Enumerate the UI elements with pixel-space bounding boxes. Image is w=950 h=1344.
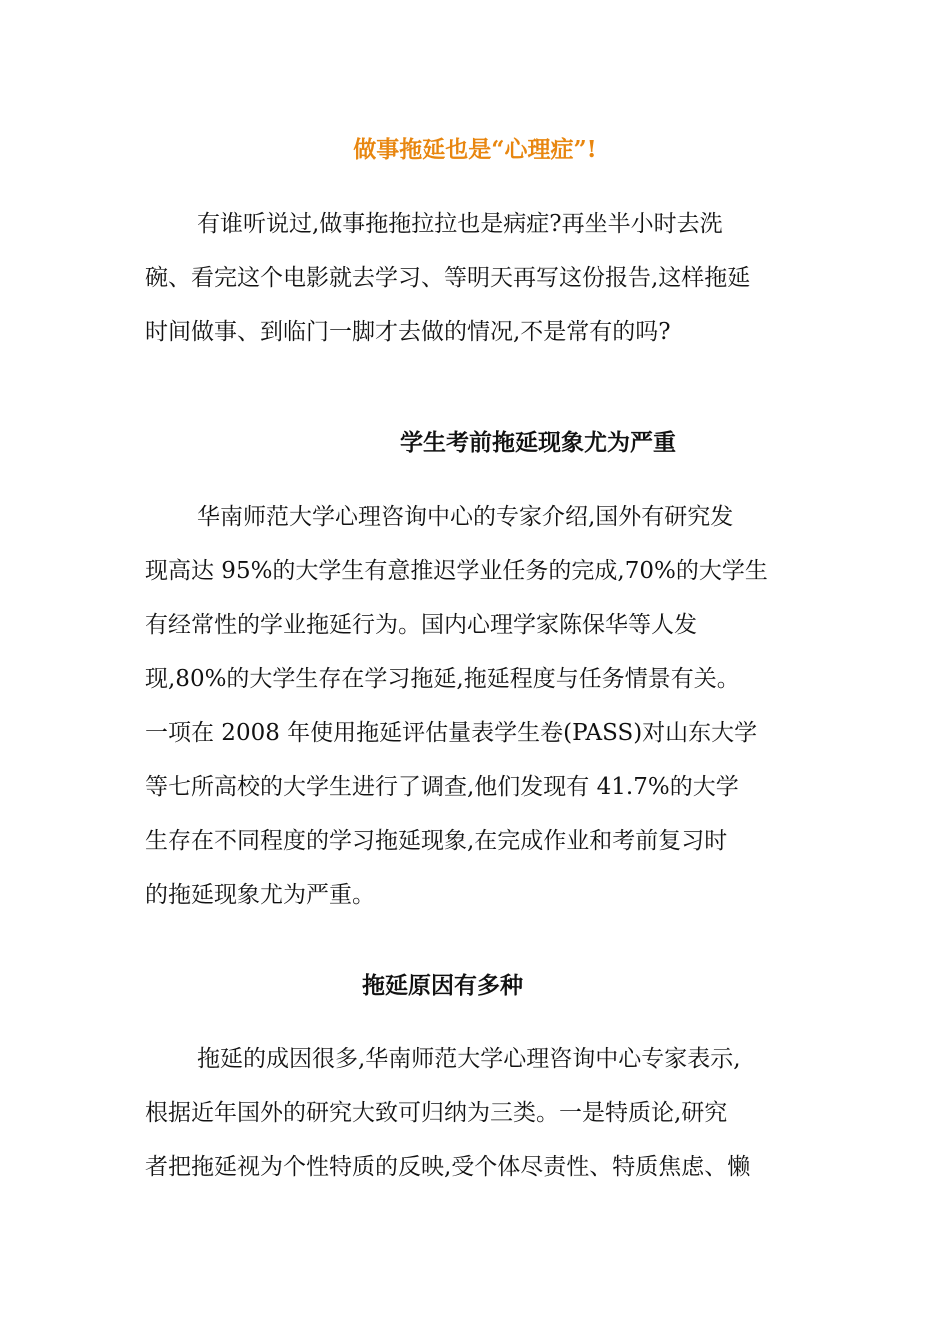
paragraph-line: 有经常性的学业拖延行为。国内心理学家陈保华等人发 [145, 612, 697, 638]
paragraph-line: 根据近年国外的研究大致可归纳为三类。一是特质论,研究 [145, 1100, 728, 1126]
paragraph-line: 等七所高校的大学生进行了调查,他们发现有 41.7%的大学 [145, 774, 739, 800]
section-heading-causes: 拖延原因有多种 [362, 972, 523, 999]
paragraph-line: 拖延的成因很多,华南师范大学心理咨询中心专家表示, [197, 1046, 741, 1072]
paragraph-line: 的拖延现象尤为严重。 [145, 882, 375, 908]
section1-paragraph [145, 490, 807, 922]
paragraph-line: 现,80%的大学生存在学习拖延,拖延程度与任务情景有关。 [145, 666, 740, 692]
paragraph-line: 者把拖延视为个性特质的反映,受个体尽责性、特质焦虑、懒 [145, 1154, 751, 1180]
article-title: 做事拖延也是“心理症”! [353, 136, 597, 163]
paragraph-line: 有谁听说过,做事拖拖拉拉也是病症?再坐半小时去洗 [197, 211, 723, 237]
paragraph-line: 时间做事、到临门一脚才去做的情况,不是常有的吗? [145, 319, 671, 345]
paragraph-line: 碗、看完这个电影就去学习、等明天再写这份报告,这样拖延 [145, 265, 751, 291]
paragraph-line: 生存在不同程度的学习拖延现象,在完成作业和考前复习时 [145, 828, 728, 854]
section-heading-exam-procrastination: 学生考前拖延现象尤为严重 [400, 429, 676, 456]
paragraph-line: 一项在 2008 年使用拖延评估量表学生卷(PASS)对山东大学 [145, 720, 758, 746]
paragraph-line: 现高达 95%的大学生有意推迟学业任务的完成,70%的大学生 [145, 558, 768, 584]
paragraph-line: 华南师范大学心理咨询中心的专家介绍,国外有研究发 [197, 504, 734, 530]
section2-paragraph [145, 1032, 807, 1194]
intro-paragraph [145, 197, 807, 359]
